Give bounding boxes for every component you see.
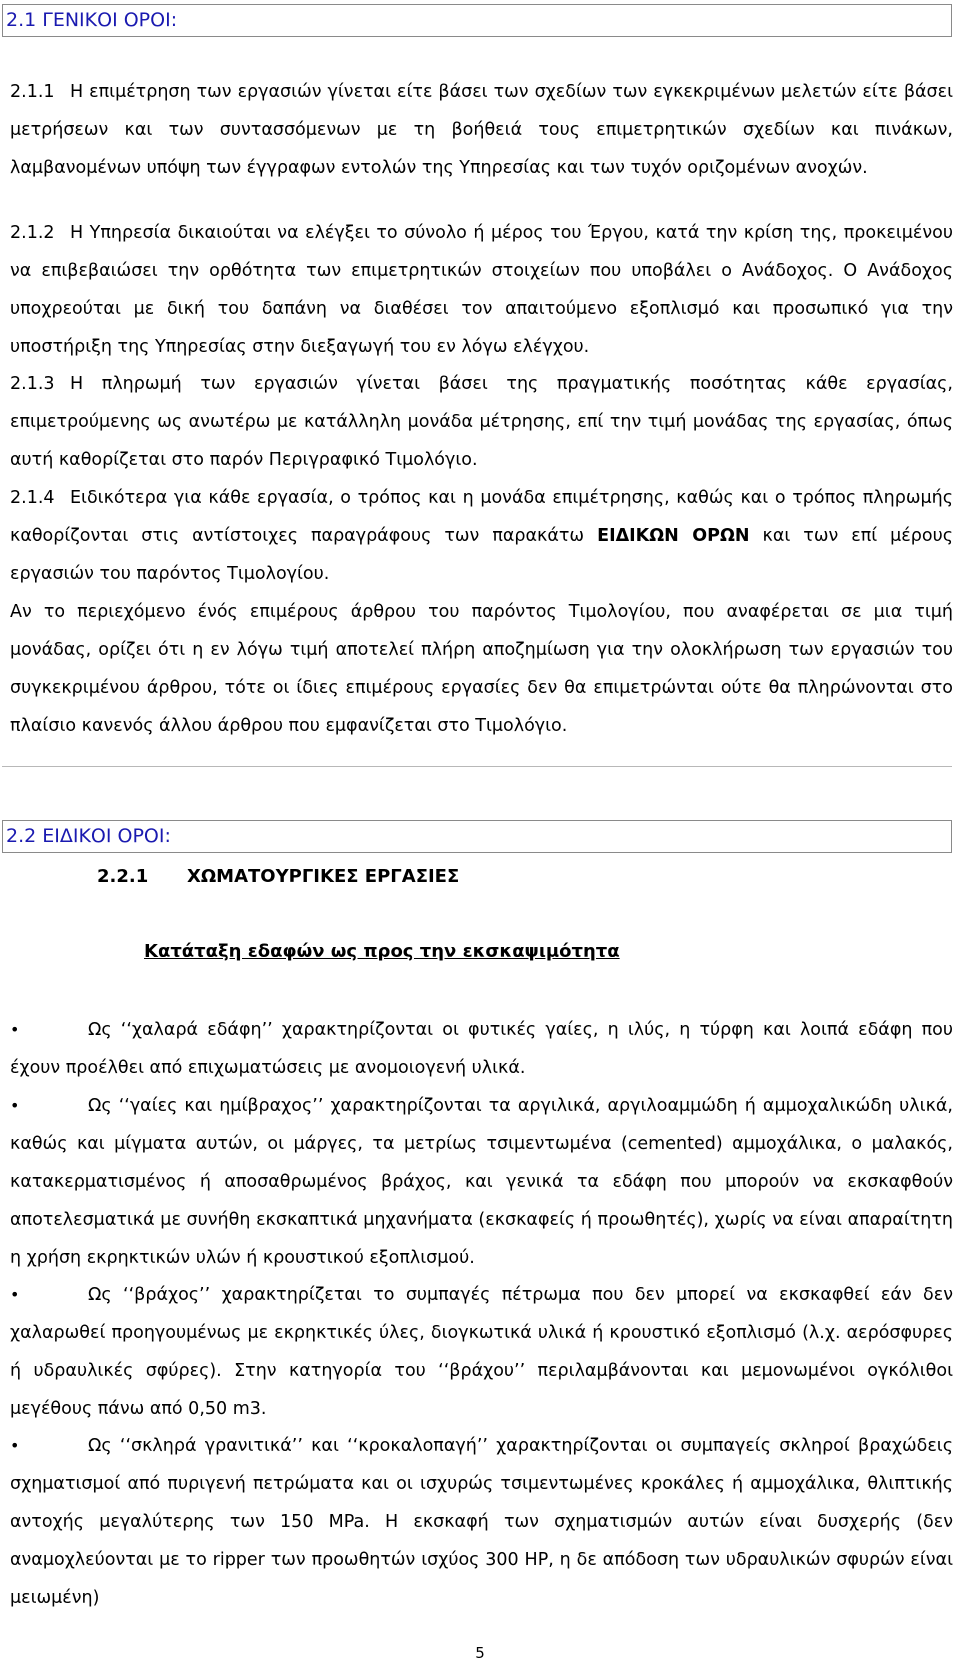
paragraph-text: Η Υπηρεσία δικαιούται να ελέγξει το σύνολο ή μέρος του Έργου, κατά την κρίση της, προκειμένου να επιβεβαιώσει την ορθότητα των επιμετρητικών στοιχείων που υποβάλει ο Ανάδοχος. Ο Ανάδοχος υποχρεούται με δική του δαπάνη να διαθέσει τον απαιτούμενο εξοπλισμό και προσωπικό για την υποστήριξη της Υπηρεσίας στην διεξαγωγή του εν λόγω ελέγχου. bbox=[10, 223, 953, 357]
subsection-heading bbox=[97, 862, 459, 892]
bullet-icon: • bbox=[10, 1096, 20, 1115]
subsection-title: ΧΩΜΑΤΟΥΡΓΙΚΕΣ ΕΡΓΑΣΙΕΣ bbox=[187, 866, 460, 887]
bullet-item bbox=[10, 1011, 953, 1087]
paragraph-2-1-2 bbox=[10, 214, 953, 366]
category-title: Κατάταξη εδαφών ως προς την εκσκαψιμότητα bbox=[144, 941, 620, 962]
section-heading-general bbox=[2, 4, 952, 37]
paragraph-number: 2.1.1 bbox=[10, 82, 55, 102]
bullet-text: Ως ‘‘σκληρά γρανιτικά’’ και ‘‘κροκαλοπαγή’’ χαρακτηρίζονται οι συμπαγείς σκληροί βραχώδεις σχηματισμοί από πυριγενή πετρώματα και οι ισχυρώς τσιμεντωμένες κροκάλες ή αμμοχάλικα, θλιπτικής αντοχής μεγαλύτερης των 150 MPa. Η εκσκαφή των σχηματισμών αυτών είναι δυσχερής (δεν αναμοχλεύονται με το ripper των προωθητών ισχύος 300 HP, η δε απόδοση των υδραυλικών σφυρών είναι μειωμένη) bbox=[10, 1436, 953, 1608]
bullet-item bbox=[10, 1276, 953, 1428]
paragraph-number: 2.1.4 bbox=[10, 488, 55, 508]
page-number: 5 bbox=[475, 1644, 485, 1662]
paragraph-bold-text: ΕΙΔΙΚΩΝ ΟΡΩΝ bbox=[597, 526, 750, 546]
paragraph-2-1-3 bbox=[10, 365, 953, 479]
bullet-item bbox=[10, 1087, 953, 1277]
paragraph-text: Η πληρωμή των εργασιών γίνεται βάσει της πραγματικής ποσότητας κάθε εργασίας, επιμετρούμενης ως ανωτέρω με κατάλληλη μονάδα μέτρησης, επί την τιμή μονάδας της εργασίας, όπως αυτή καθορίζεται στο παρόν Περιγραφικό Τιμολόγιο. bbox=[10, 374, 953, 470]
paragraph-2-1-4 bbox=[10, 479, 953, 593]
paragraph-text: Αν το περιεχόμενο ένός επιμέρους άρθρου του παρόντος Τιμολογίου, που αναφέρεται σε μια τιμή μονάδας, ορίζει ότι η εν λόγω τιμή αποτελεί πλήρη αποζημίωση για την ολοκλήρωση των εργασιών του συγκεκριμένου άρθρου, τότε οι ίδιες επιμέρους εργασίες δεν θα επιμετρώνται ούτε θα πληρώνονται στο πλαίσιο κανενός άλλου άρθρου που εμφανίζεται στο Τιμολόγιο. bbox=[10, 602, 953, 736]
subsection-number: 2.2.1 bbox=[97, 866, 149, 887]
section-heading-special-text: 2.2 ΕΙΔΙΚΟΙ ΟΡΟΙ: bbox=[6, 825, 171, 847]
bullet-icon: • bbox=[10, 1436, 20, 1455]
paragraph-text: Η επιμέτρηση των εργασιών γίνεται είτε βάσει των σχεδίων των εγκεκριμένων μελετών είτε βάσει μετρήσεων και των συντασσόμενων με τη βοήθειά τους επιμετρητικών σχεδίων και πινάκων, λαμβανομένων υπόψη των έγγραφων εντολών της Υπηρεσίας και των τυχόν οριζομένων ανοχών. bbox=[10, 82, 953, 178]
paragraph-2-1-1 bbox=[10, 73, 953, 187]
paragraph-number: 2.1.3 bbox=[10, 374, 55, 394]
bullet-icon: • bbox=[10, 1020, 20, 1039]
paragraph-text-after: και των επί μέρους εργασιών του παρόντος Τιμολογίου. bbox=[10, 526, 953, 584]
section-heading-general-text: 2.1 ΓΕΝΙΚΟΙ ΟΡΟΙ: bbox=[6, 9, 178, 31]
paragraph-text-before: Ειδικότερα για κάθε εργασία, ο τρόπος και η μονάδα επιμέτρησης, καθώς και ο τρόπος πληρωμής καθορίζονται στις αντίστοιχες παραγράφους των παρακάτω bbox=[10, 488, 953, 546]
bullet-icon: • bbox=[10, 1285, 20, 1304]
bullet-text: Ως ‘‘χαλαρά εδάφη’’ χαρακτηρίζονται οι φυτικές γαίες, η ιλύς, η τύρφη και λοιπά εδάφη που έχουν προέλθει από επιχωματώσεις με ανομοιογενή υλικά. bbox=[10, 1020, 953, 1078]
paragraph-pricing-note bbox=[10, 593, 953, 745]
bullet-text: Ως ‘‘βράχος’’ χαρακτηρίζεται το συμπαγές πέτρωμα που δεν μπορεί να εκσκαφθεί εάν δεν χαλαρωθεί προηγουμένως με εκρηκτικές ύλες, διογκωτικά υλικά ή κρουστικό εξοπλισμό (λ.χ. αερόσφυρες ή υδραυλικές σφύρες). Στην κατηγορία του ‘‘βράχου’’ περιλαμβάνονται και μεμονωμένοι ογκόλιθοι μεγέθους πάνω από 0,50 m3. bbox=[10, 1285, 953, 1419]
bullet-item bbox=[10, 1427, 953, 1617]
bullet-text: Ως ‘‘γαίες και ημίβραχος’’ χαρακτηρίζονται τα αργιλικά, αργιλοαμμώδη ή αμμοχαλικώδη υλικά, καθώς και μίγματα αυτών, οι μάργες, τα μετρίως τσιμεντωμένα (cemented) αμμοχάλικα, ο μαλακός, κατακερματισμένος ή αποσαθρωμένος βράχος, και γενικά τα εδάφη που μπορούν να εκσκαφθούν αποτελεσματικά με συνήθη εκσκαπτικά μηχανήματα (εκσκαφείς ή προωθητές), χωρίς να είναι απαραίτητη η χρήση εκρηκτικών υλών ή κρουστικού εξοπλισμού. bbox=[10, 1096, 953, 1268]
section-divider bbox=[2, 766, 952, 767]
paragraph-number: 2.1.2 bbox=[10, 223, 55, 243]
section-heading-special bbox=[2, 820, 952, 853]
